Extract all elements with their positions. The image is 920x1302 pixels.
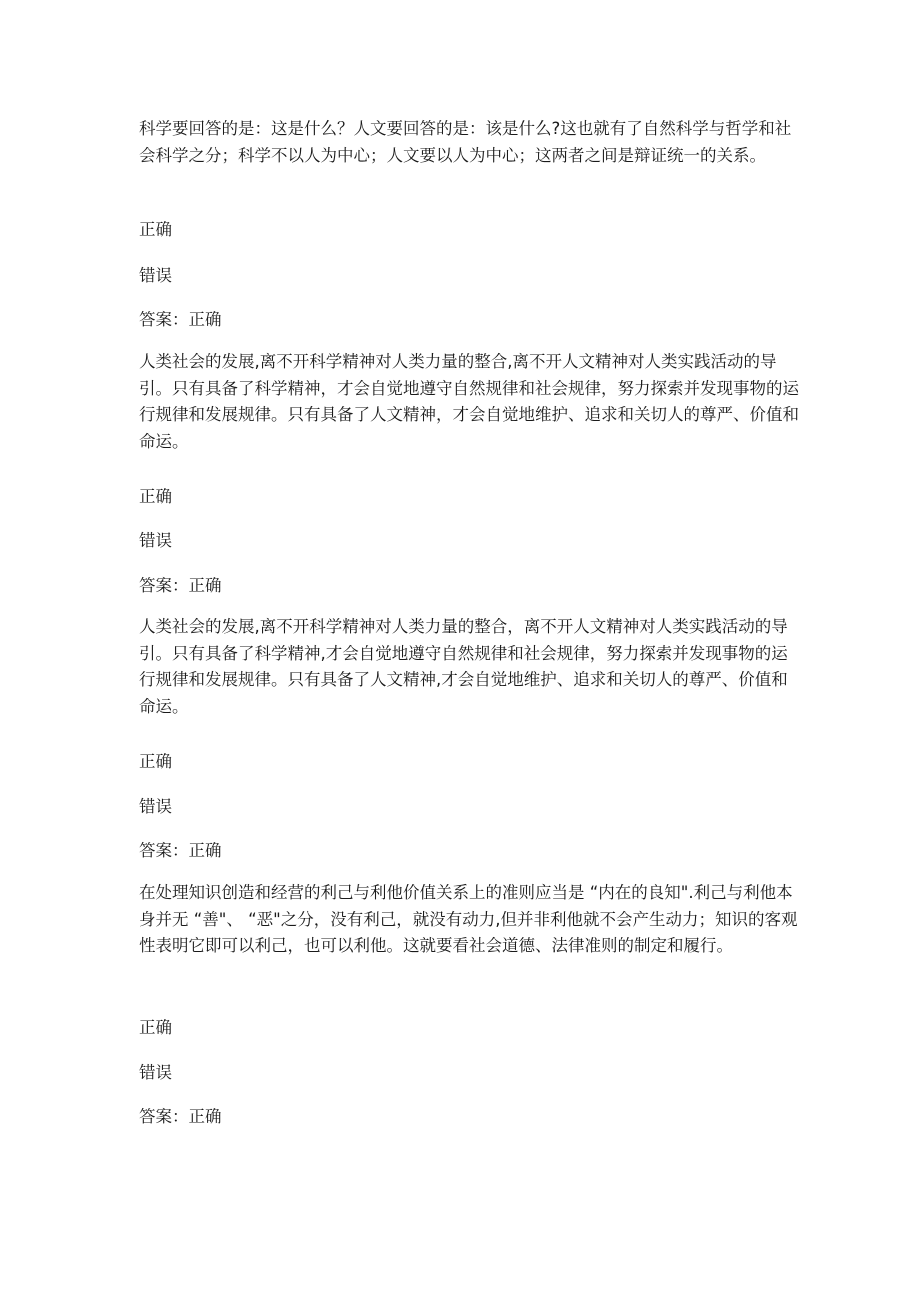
option-false-1: 错误	[139, 266, 172, 285]
option-true-1: 正确	[139, 220, 172, 239]
question-text-2: 人类社会的发展,离不开科学精神对人类力量的整合,离不开人文精神对人类实践活动的导引。只有具备了科学精神，才会自觉地遵守自然规律和社会规律，努力探索并发现事物的运行规律和发展规律。只有具备了人文精神，才会自觉地维护、追求和关切人的尊严、价值和命运。	[139, 352, 799, 452]
option-true-4: 正确	[139, 1018, 172, 1037]
answer-1: 答案：正确	[139, 310, 222, 329]
option-false-4: 错误	[139, 1063, 172, 1082]
option-false-3: 错误	[139, 797, 172, 816]
question-text-1: 科学要回答的是：这是什么？人文要回答的是：该是什么?这也就有了自然科学与哲学和社会科学之分；科学不以人为中心；人文要以人为中心；这两者之间是辩证统一的关系。	[139, 119, 792, 165]
answer-3: 答案：正确	[139, 841, 222, 860]
answer-4: 答案：正确	[139, 1107, 222, 1126]
question-block-2	[139, 349, 799, 456]
question-text-3: 人类社会的发展,离不开科学精神对人类力量的整合，离不开人文精神对人类实践活动的导引。只有具备了科学精神,才会自觉地遵守自然规律和社会规律，努力探索并发现事物的运行规律和发展规律。只有具备了人文精神,才会自觉地维护、追求和关切人的尊严、价值和命运。	[139, 617, 788, 717]
option-false-2: 错误	[139, 531, 172, 550]
option-true-3: 正确	[139, 752, 172, 771]
question-text-4: 在处理知识创造和经营的利己与利他价值关系上的准则应当是 “内在的良知".利己与利他本身并无 “善"、 “恶"之分，没有利己，就没有动力,但并非利他就不会产生动力；知识的客观性表明它即可以利己，也可以利他。这就要看社会道德、法律准则的制定和履行。	[139, 883, 798, 956]
answer-2: 答案：正确	[139, 576, 222, 595]
question-block-3	[139, 614, 799, 721]
question-block-1	[139, 116, 799, 169]
option-true-2: 正确	[139, 487, 172, 506]
question-block-4	[139, 880, 799, 960]
